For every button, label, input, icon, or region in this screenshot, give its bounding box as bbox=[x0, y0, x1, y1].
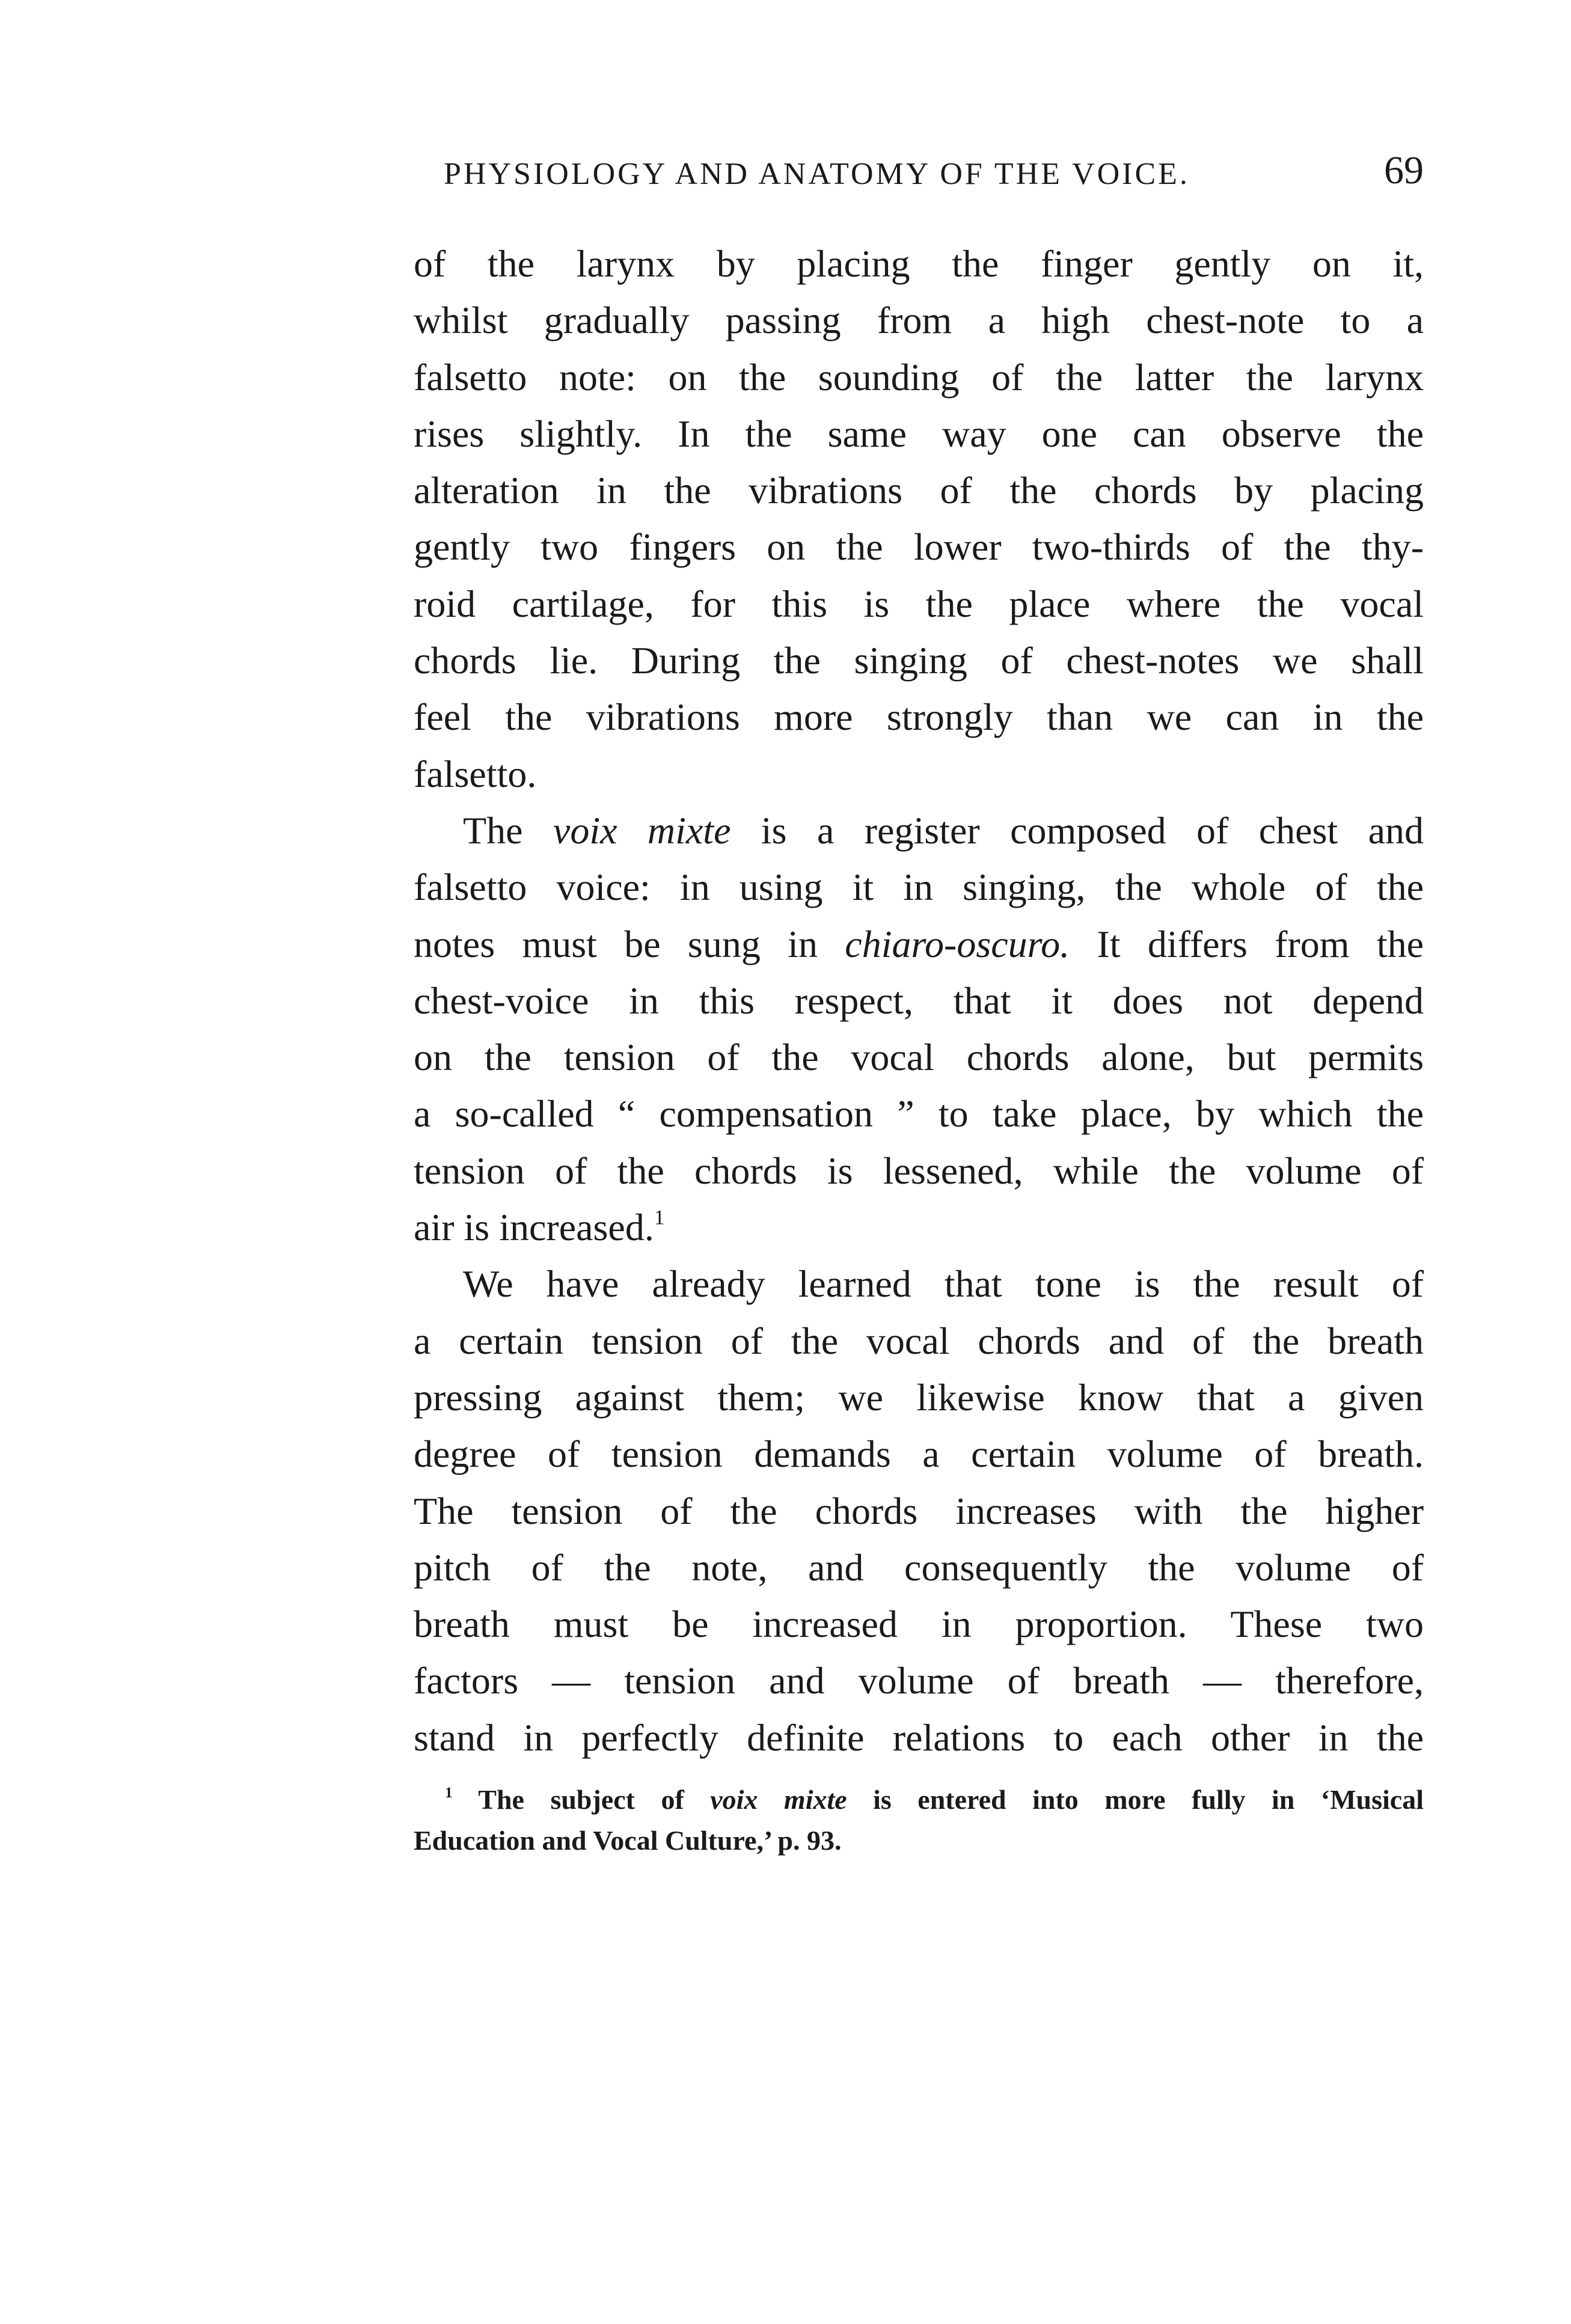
running-title: PHYSIOLOGY AND ANATOMY OF THE VOICE. bbox=[444, 157, 1190, 191]
text-line: whilst gradually passing from a high chest-note to a bbox=[414, 299, 1424, 342]
text-line: alteration in the vibrations of the chords by placing bbox=[414, 469, 1424, 512]
text-line: on the tension of the vocal chords alone, but permits bbox=[414, 1036, 1424, 1079]
text-line: of the larynx by placing the finger gently on it, bbox=[414, 242, 1424, 285]
text-run: is a register composed of chest and bbox=[730, 809, 1424, 852]
page-number: 69 bbox=[1384, 148, 1424, 192]
text-line: factors — tension and volume of breath — therefore, bbox=[414, 1659, 1424, 1702]
text-line: roid cartilage, for this is the place where the vocal bbox=[414, 582, 1424, 625]
text-line: We have already learned that tone is the result of bbox=[463, 1262, 1424, 1306]
text-run: It differs from the bbox=[1070, 922, 1424, 965]
paragraph-2 bbox=[414, 803, 1424, 1256]
text-run: air is increased. bbox=[414, 1206, 654, 1249]
text-line: breath must be increased in proportion. These two bbox=[414, 1603, 1424, 1646]
text-line: falsetto. bbox=[414, 752, 537, 795]
footnote-line: Education and Vocal Culture,’ p. 93. bbox=[414, 1825, 842, 1856]
footnote bbox=[414, 1779, 1424, 1861]
footnote-reference: 1 bbox=[654, 1205, 665, 1229]
paragraph-3 bbox=[414, 1256, 1424, 1766]
text-line: degree of tension demands a certain volume of breath. bbox=[414, 1433, 1424, 1476]
text-run: is entered into more fully in ‘Musical bbox=[847, 1784, 1424, 1815]
text-line: chords lie. During the singing of chest-notes we shall bbox=[414, 639, 1424, 682]
italic-term: voix mixte bbox=[710, 1784, 847, 1815]
text-line: pressing against them; we likewise know that a given bbox=[414, 1375, 1424, 1419]
text-run: The bbox=[463, 809, 553, 852]
italic-term: voix mixte bbox=[553, 809, 731, 852]
text-line: tension of the chords is lessened, while the volume of bbox=[414, 1149, 1424, 1192]
text-line: The tension of the chords increases with the higher bbox=[414, 1489, 1424, 1532]
text-line: pitch of the note, and consequently the volume of bbox=[414, 1546, 1424, 1589]
paragraph-1 bbox=[414, 236, 1424, 803]
text-line: falsetto voice: in using it in singing, the whole of the bbox=[414, 866, 1424, 909]
text-run: notes must be sung in bbox=[414, 922, 845, 965]
italic-term: chiaro-oscuro. bbox=[845, 922, 1070, 965]
text-line: gently two fingers on the lower two-thirds of the thy- bbox=[414, 525, 1424, 569]
text-line: a so-called “ compensation ” to take place, by which the bbox=[414, 1092, 1424, 1136]
text-line bbox=[414, 1199, 1424, 1256]
text-line bbox=[414, 803, 1424, 859]
text-line: rises slightly. In the same way one can observe the bbox=[414, 412, 1424, 455]
body-text bbox=[414, 236, 1424, 1766]
text-line: feel the vibrations more strongly than we can in the bbox=[414, 696, 1424, 739]
footnote-line bbox=[414, 1779, 1424, 1820]
text-line: stand in perfectly definite relations to each other in the bbox=[414, 1716, 1424, 1759]
text-line: falsetto note: on the sounding of the latter the larynx bbox=[414, 355, 1424, 399]
running-head bbox=[444, 150, 1424, 198]
text-line: a certain tension of the vocal chords and of the breath bbox=[414, 1319, 1424, 1362]
text-line bbox=[414, 916, 1424, 973]
text-line: chest-voice in this respect, that it does not depend bbox=[414, 979, 1424, 1022]
text-run: The subject of bbox=[452, 1784, 711, 1815]
footnote-marker: 1 bbox=[445, 1784, 453, 1802]
